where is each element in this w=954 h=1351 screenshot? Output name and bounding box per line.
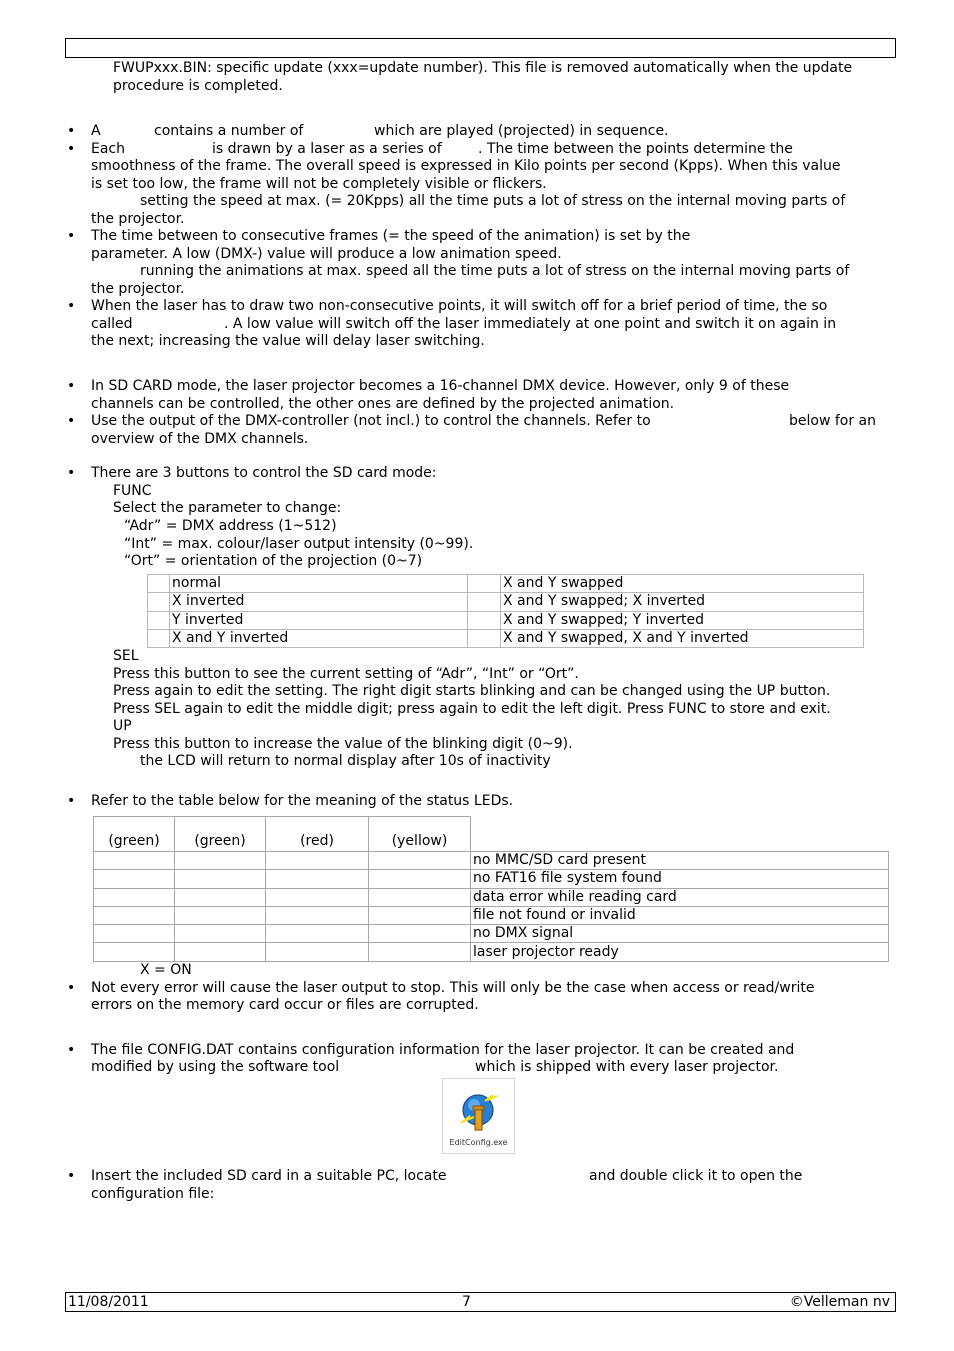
anim-bullet-4-line3: the next; increasing the value will delay laser switching. xyxy=(91,333,485,349)
footer-box xyxy=(65,1292,896,1312)
table-row xyxy=(148,593,864,611)
config-bullet-1: The file CONFIG.DAT contains configuration information for the laser projector. It can be created and xyxy=(91,1042,795,1058)
table-row xyxy=(148,575,864,593)
bullet: • xyxy=(67,378,76,394)
footer-copyright: ©Velleman nv xyxy=(789,1294,890,1310)
anim-bullet-2-c: . The time between the points determine the xyxy=(478,141,793,157)
up-note: the LCD will return to normal display after 10s of inactivity xyxy=(140,753,551,769)
status-meaning: no FAT16 file system found xyxy=(471,870,889,888)
footer-page-number: 7 xyxy=(462,1294,471,1310)
status-meaning: data error while reading card xyxy=(471,888,889,906)
bullet: • xyxy=(67,793,76,809)
bullet: • xyxy=(67,465,76,481)
bullet: • xyxy=(67,298,76,314)
status-led-table xyxy=(93,816,889,962)
bullet: • xyxy=(67,1042,76,1058)
table-cell: Y inverted xyxy=(170,611,468,629)
anim-note-2-cont: the projector. xyxy=(91,281,185,297)
table-cell: normal xyxy=(170,575,468,593)
up-desc: Press this button to increase the value of the blinking digit (0~9). xyxy=(113,736,573,752)
anim-bullet-2-b: is drawn by a laser as a series of xyxy=(212,141,442,157)
config-bullet-1-b: which is shipped with every laser projector. xyxy=(475,1059,779,1075)
dmx-bullet-1: In SD CARD mode, the laser projector becomes a 16-channel DMX device. However, only 9 of these xyxy=(91,378,790,394)
table-row xyxy=(94,943,889,961)
led-header-3: (red) xyxy=(266,817,369,852)
anim-bullet-4-a: called xyxy=(91,316,133,332)
bullet: • xyxy=(67,141,76,157)
table-cell xyxy=(148,575,170,593)
func-int: “Int” = max. colour/laser output intensity (0~99). xyxy=(124,536,474,552)
config-bullet-1-a: modified by using the software tool xyxy=(91,1059,340,1075)
sel-desc-3: Press SEL again to edit the middle digit; press again to edit the left digit. Press FUNC to store and exit. xyxy=(113,701,831,717)
dmx-bullet-1-cont: channels can be controlled, the other ones are defined by the projected animation. xyxy=(91,396,675,412)
dmx-bullet-2-cont: overview of the DMX channels. xyxy=(91,431,309,447)
anim-note-1: setting the speed at max. (= 20Kpps) all the time puts a lot of stress on the internal moving parts of xyxy=(140,193,846,209)
func-label: FUNC xyxy=(113,483,152,499)
anim-bullet-2-line3: is set too low, the frame will not be completely visible or flickers. xyxy=(91,176,547,192)
bullet: • xyxy=(67,228,76,244)
status-bullet-2: Not every error will cause the laser output to stop. This will only be the case when access or read/write xyxy=(91,980,815,996)
up-label: UP xyxy=(113,718,132,734)
led-header-2: (green) xyxy=(175,817,266,852)
anim-bullet-1-a: A xyxy=(91,123,101,139)
table-row xyxy=(148,611,864,629)
orientation-table xyxy=(147,574,864,648)
anim-bullet-1-b: contains a number of xyxy=(154,123,304,139)
anim-bullet-2-a: Each xyxy=(91,141,125,157)
led-header-1: (green) xyxy=(94,817,175,852)
config-bullet-2-cont: configuration file: xyxy=(91,1186,215,1202)
table-cell: X inverted xyxy=(170,593,468,611)
header-box xyxy=(65,38,896,58)
table-row xyxy=(94,906,889,924)
status-meaning: laser projector ready xyxy=(471,943,889,961)
dmx-bullet-2-a: Use the output of the DMX-controller (not incl.) to control the channels. Refer to xyxy=(91,413,651,429)
func-ort: “Ort” = orientation of the projection (0~7) xyxy=(124,553,423,569)
table-cell: X and Y swapped xyxy=(501,575,864,593)
led-header-4: (yellow) xyxy=(369,817,471,852)
table-cell xyxy=(468,611,501,629)
bullet: • xyxy=(67,413,76,429)
bullet: • xyxy=(67,1168,76,1184)
table-row xyxy=(94,888,889,906)
table-cell xyxy=(148,593,170,611)
bullet: • xyxy=(67,123,76,139)
editconfig-app-icon[interactable] xyxy=(443,1079,514,1139)
sel-desc-2: Press again to edit the setting. The right digit starts blinking and can be changed using the UP button. xyxy=(113,683,831,699)
table-row xyxy=(94,852,889,870)
anim-bullet-3-cont: parameter. A low (DMX-) value will produce a low animation speed. xyxy=(91,246,562,262)
table-cell xyxy=(148,611,170,629)
footer-date: 11/08/2011 xyxy=(68,1294,149,1310)
table-cell xyxy=(468,629,501,647)
table-row xyxy=(94,925,889,943)
status-meaning: no MMC/SD card present xyxy=(471,852,889,870)
status-meaning: no DMX signal xyxy=(471,925,889,943)
anim-bullet-3: The time between to consecutive frames (= the speed of the animation) is set by the xyxy=(91,228,691,244)
buttons-intro: There are 3 buttons to control the SD card mode: xyxy=(91,465,437,481)
table-row xyxy=(94,870,889,888)
config-bullet-2-b: and double click it to open the xyxy=(589,1168,803,1184)
table-cell: X and Y inverted xyxy=(170,629,468,647)
sel-label: SEL xyxy=(113,648,139,664)
anim-bullet-1-c: which are played (projected) in sequence. xyxy=(374,123,669,139)
table-header-row xyxy=(94,817,889,852)
table-cell xyxy=(468,575,501,593)
sel-desc-1: Press this button to see the current setting of “Adr”, “Int” or “Ort”. xyxy=(113,666,579,682)
status-intro: Refer to the table below for the meaning of the status LEDs. xyxy=(91,793,514,809)
file-update-desc: FWUPxxx.BIN: specific update (xxx=update number). This file is removed automatically when the update xyxy=(113,60,853,76)
bullet: • xyxy=(67,980,76,996)
table-cell: X and Y swapped; X inverted xyxy=(501,593,864,611)
anim-bullet-2-line2: smoothness of the frame. The overall speed is expressed in Kilo points per second (Kpps). When this value xyxy=(91,158,841,174)
status-bullet-2-cont: errors on the memory card occur or files are corrupted. xyxy=(91,997,479,1013)
table-cell: X and Y swapped; Y inverted xyxy=(501,611,864,629)
editconfig-caption: EditConfig.exe xyxy=(449,1138,508,1147)
editconfig-icon-frame[interactable] xyxy=(442,1078,515,1154)
config-bullet-2-a: Insert the included SD card in a suitable PC, locate xyxy=(91,1168,447,1184)
func-desc: Select the parameter to change: xyxy=(113,500,342,516)
anim-bullet-4: When the laser has to draw two non-consecutive points, it will switch off for a brief period of time, the so xyxy=(91,298,828,314)
dmx-bullet-2-b: below for an xyxy=(789,413,877,429)
status-legend: X = ON xyxy=(140,962,192,978)
func-adr: “Adr” = DMX address (1~512) xyxy=(124,518,337,534)
table-row xyxy=(148,629,864,647)
table-cell xyxy=(148,629,170,647)
table-cell: X and Y swapped, X and Y inverted xyxy=(501,629,864,647)
anim-note-2: running the animations at max. speed all the time puts a lot of stress on the internal moving parts of xyxy=(140,263,850,279)
status-meaning: file not found or invalid xyxy=(471,906,889,924)
table-cell xyxy=(471,817,889,852)
table-cell xyxy=(468,593,501,611)
anim-bullet-4-b: . A low value will switch off the laser immediately at one point and switch it on again in xyxy=(224,316,837,332)
anim-note-1-cont: the projector. xyxy=(91,211,185,227)
file-update-desc-cont: procedure is completed. xyxy=(113,78,283,94)
